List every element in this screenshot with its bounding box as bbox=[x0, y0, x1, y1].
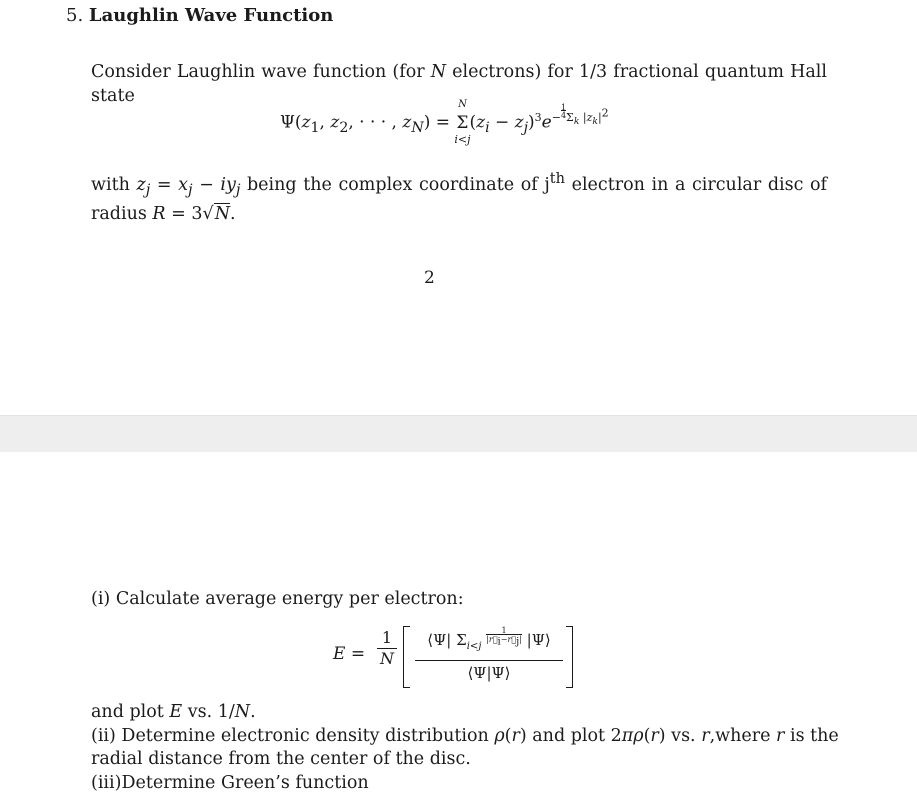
page-separator bbox=[0, 415, 917, 454]
expectation-fraction: ⟨Ψ| $\Sigma_{i<j} \frac{1}{|r⃗_i-r⃗_j|}$ |Ψ⟩ ⟨Ψ|Ψ⟩ bbox=[415, 626, 563, 685]
heading-number: 5. bbox=[66, 5, 84, 26]
question-parts bbox=[91, 701, 839, 795]
one-over-n-fraction: $\frac{1}{N}$ bbox=[377, 628, 397, 669]
plot-instruction: and plot E vs. 1/N. bbox=[91, 702, 256, 722]
coordinate-description: with $z_j = x_j - iy_j$ being the complex coordinate of $j^{th}$ electron in a circular disc of radius R = 3√N. bbox=[91, 170, 828, 225]
part-ii-line-1: (ii) Determine electronic density distribution ρ(r) and plot 2πρ(r) vs. r,where r is the bbox=[91, 725, 839, 746]
part-iii-prompt: (iii)Determine Green’s function bbox=[91, 772, 369, 793]
page-number: 2 bbox=[424, 268, 435, 288]
average-energy-equation: E = $\frac{1}{N}$ ⟨Ψ| $\Sigma_{i<j} \frac{1}{|r⃗_i-r⃗_j|}$ |Ψ⟩ ⟨Ψ|Ψ⟩ bbox=[333, 622, 583, 690]
left-bracket bbox=[403, 626, 410, 688]
problem-heading bbox=[66, 5, 333, 26]
part-i-prompt: (i) Calculate average energy per electron: bbox=[91, 589, 464, 609]
part-ii-line-2: radial distance from the center of the disc. bbox=[91, 749, 471, 769]
laughlin-wavefunction-equation: $\Psi(z_1$, $z_2$, · · · , $z_N) = \Sigma$ N i<j $(z_i - z_j)^3e^{-\frac{1}{4}\Sigma_k |z_k|^2}$ bbox=[280, 98, 609, 146]
heading-title: Laughlin Wave Function bbox=[88, 5, 334, 26]
summation-symbol: Σ N i<j bbox=[454, 98, 471, 146]
right-bracket bbox=[566, 626, 573, 688]
intro-paragraph: Consider Laughlin wave function (for N electrons) for 1/3 fractional quantum Hall state bbox=[91, 62, 827, 106]
